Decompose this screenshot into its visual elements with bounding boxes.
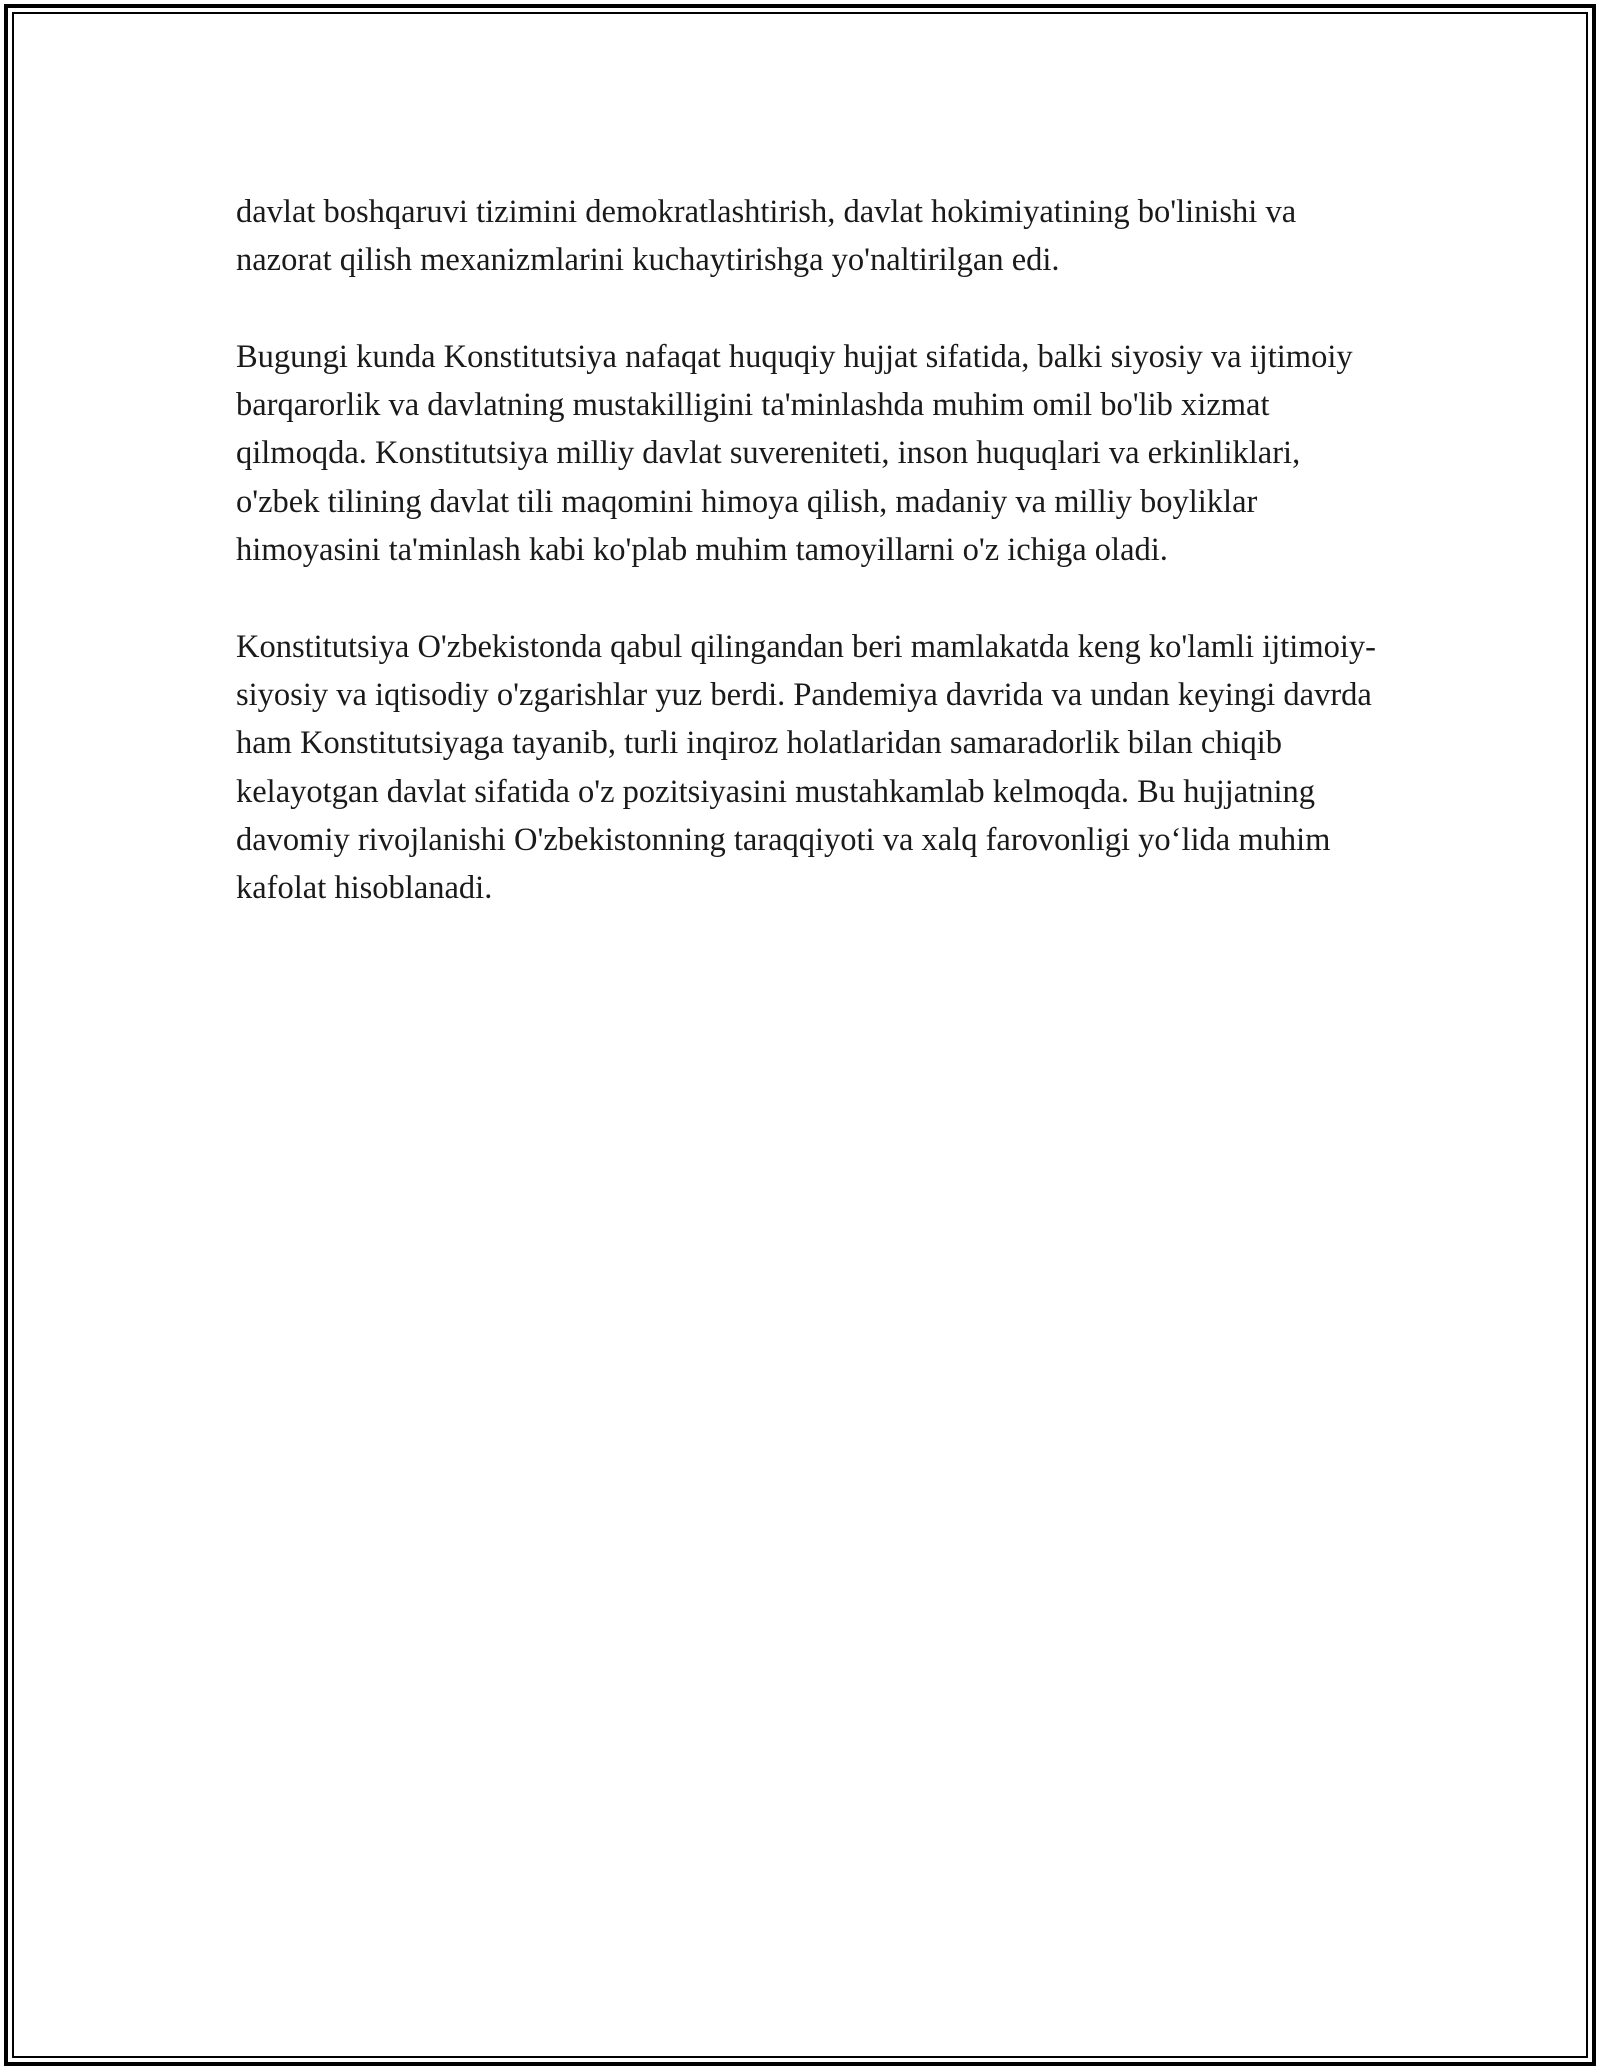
paragraph-2: Bugungi kunda Konstitutsiya nafaqat huquqiy hujjat sifatida, balki siyosiy va ijtimoiy barqarorlik va davlatning mustakilligini ta'minlashda muhim omil bo'lib xizmat qilmoqda. Konstitutsiya milliy davlat suvereniteti, inson huquqlari va erkinliklari, o'zbek tilining davlat tili maqomini himoya qilish, madaniy va milliy boyliklar himoyasini ta'minlash kabi ko'plab muhim tamoyillarni o'z ichiga oladi. (236, 338, 1353, 569)
document-body (236, 188, 1376, 912)
paragraph-1: davlat boshqaruvi tizimini demokratlashtirish, davlat hokimiyatining bo'linishi va nazorat qilish mexanizmlarini kuchaytirishga yo'naltirilgan edi. (236, 194, 1297, 279)
paragraph-3: Konstitutsiya O'zbekistonda qabul qilingandan beri mamlakatda keng ko'lamli ijtimoiy-siyosiy va iqtisodiy o'zgarishlar yuz berdi. Pandemiya davrida va undan keyingi davrda ham Konstitutsiyaga tayanib, turli inqiroz holatlaridan samaradorlik bilan chiqib kelayotgan davlat sifatida o'z pozitsiyasini mustahkamlab kelmoqda. Bu hujjatning davomiy rivojlanishi O'zbekistonning taraqqiyoti va xalq farovonligi yo‘lida muhim kafolat hisoblanadi. (236, 628, 1376, 907)
